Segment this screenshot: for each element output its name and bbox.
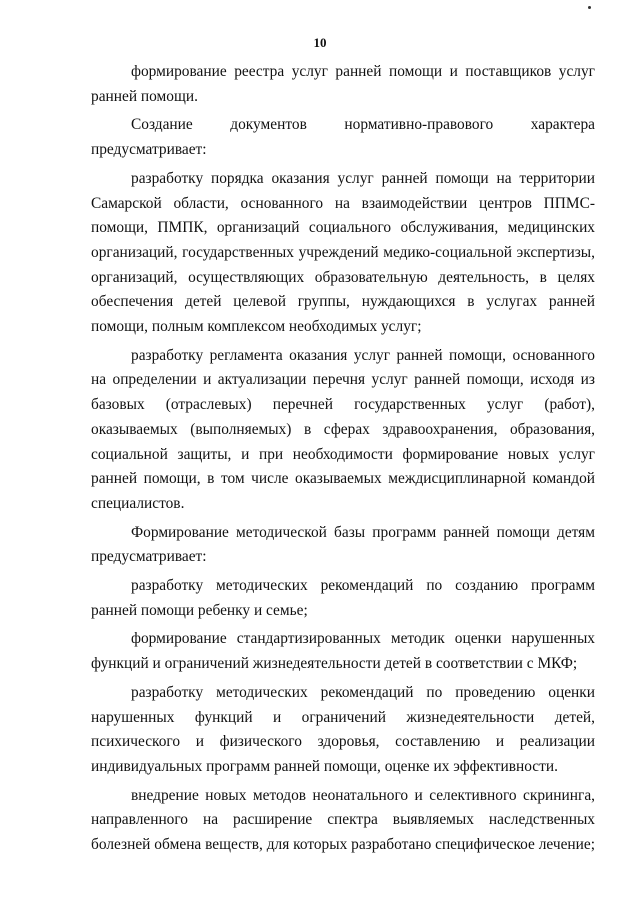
paragraph-neonatal-screening: внедрение новых методов неонатального и селективного скрининга, направленного на расширение спектра выявляемых наследственных болезней обмена веществ, для которых разработано специфическое лечение; (91, 786, 596, 854)
paragraph-normative-docs-intro: Создание документов нормативно-правового характера предусматривает: (91, 116, 595, 159)
paragraph-service-regulation: разработку регламента оказания услуг ранней помощи, основанного на определении и актуализации перечня услуг ранней помощи, исходя из базовых (отраслевых) перечней государственных услуг (работ), оказываемых (выполняемых) в сферах здравоохранения, образования, социальной защиты, и при необходимости формирование новых услуг ранней помощи, в том числе оказываемых междисциплинарной командой специалистов. (91, 346, 595, 512)
page-number: 10 (313, 35, 327, 50)
paragraph-standardized-methods: формирование стандартизированных методик оценки нарушенных функций и ограничений жизнедеятельности детей в соответствии с МКФ; (91, 630, 595, 673)
paragraph-method-recommendations: разработку методических рекомендаций по созданию программ ранней помощи ребенку и семье; (91, 577, 595, 619)
paragraph-order-of-services: разработку порядка оказания услуг ранней помощи на территории Самарской области, основанного на взаимодействии центров ППМС-помощи, ПМПК, организаций социального обслуживания, медицинских организаций, государственных учреждений медико-социальной экспертизы, организаций, осуществляющих образовательную деятельность, в целях обеспечения детей целевой группы, нуждающихся в услугах ранней помощи, полным комплексом необходимых услуг; (91, 169, 595, 336)
body-text (91, 60, 595, 862)
paragraph-methodical-base-intro: Формирование методической базы программ ранней помощи детям предусматривает: (91, 523, 595, 566)
scan-speck (588, 6, 591, 9)
paragraph-assessment-recommendations: разработку методических рекомендаций по проведению оценки нарушенных функций и ограничений жизнедеятельности детей, психического и физического здоровья, составлению и реализации индивидуальных программ ранней помощи, оценке их эффективности. (91, 683, 595, 775)
paragraph-registry: формирование реестра услуг ранней помощи и поставщиков услуг ранней помощи. (91, 63, 595, 105)
